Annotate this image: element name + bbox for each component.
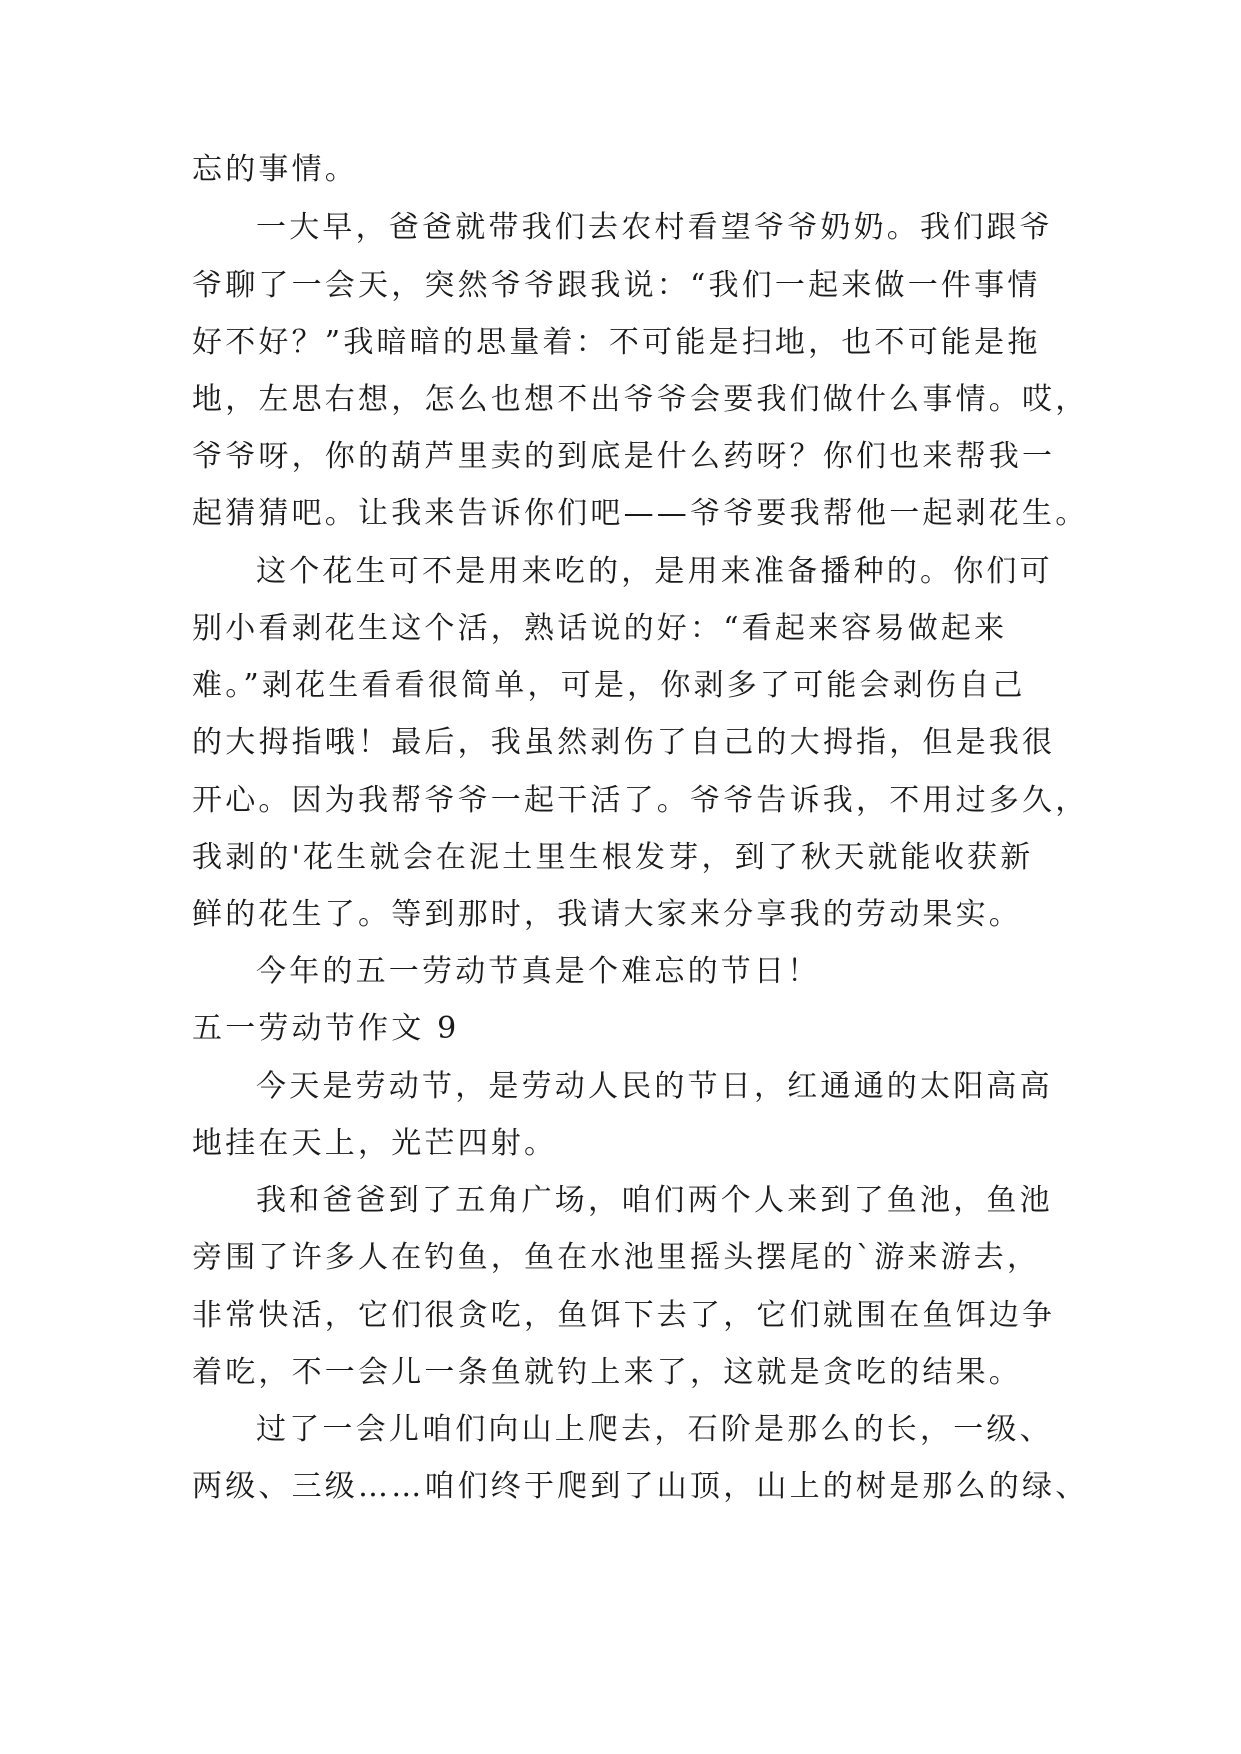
paragraph-start: 我和爸爸到了五角广场，咱们两个人来到了鱼池，鱼池 — [256, 1183, 1053, 1218]
paragraph-start: 今天是劳动节，是劳动人民的节日，红通通的太阳高高 — [256, 1069, 1053, 1104]
text-line: 起猜猜吧。让我来告诉你们吧——爷爷要我帮他一起剥花生。 — [192, 496, 1089, 531]
text-line: 爷聊了一会天，突然爷爷跟我说：“我们一起来做一件事情 — [192, 268, 1041, 303]
text-line: 忘的事情。 — [192, 152, 358, 187]
text-line: 难。”剥花生看看很简单，可是，你剥多了可能会剥伤自己 — [192, 668, 1026, 703]
text-line: 的大拇指哦！最后，我虽然剥伤了自己的大拇指，但是我很 — [192, 725, 1056, 760]
text-line: 鲜的花生了。等到那时，我请大家来分享我的劳动果实。 — [192, 897, 1022, 932]
text-line: 地，左思右想，怎么也想不出爷爷会要我们做什么事情。哎， — [192, 382, 1089, 417]
text-line: 别小看剥花生这个活，熟话说的好：“看起来容易做起来 — [192, 611, 1008, 646]
paragraph-start: 一大早，爸爸就带我们去农村看望爷爷奶奶。我们跟爷 — [256, 210, 1053, 245]
text-line: 我剥的'花生就会在泥土里生根发芽，到了秋天就能收获新 — [192, 840, 1034, 875]
section-heading: 五一劳动节作文 9 — [192, 1011, 460, 1046]
text-line: 两级、三级……咱们终于爬到了山顶，山上的树是那么的绿、 — [192, 1469, 1089, 1504]
paragraph-start: 过了一会儿咱们向山上爬去，石阶是那么的长，一级、 — [256, 1412, 1053, 1447]
text-line: 爷爷呀，你的葫芦里卖的到底是什么药呀？你们也来帮我一 — [192, 439, 1056, 474]
text-line: 着吃，不一会儿一条鱼就钓上来了，这就是贪吃的结果。 — [192, 1355, 1022, 1390]
text-line: 开心。因为我帮爷爷一起干活了。爷爷告诉我，不用过多久， — [192, 783, 1089, 818]
text-line: 非常快活，它们很贪吃，鱼饵下去了，它们就围在鱼饵边争 — [192, 1298, 1056, 1333]
paragraph-start: 今年的五一劳动节真是个难忘的节日！ — [256, 954, 821, 989]
text-line: 地挂在天上，光芒四射。 — [192, 1126, 558, 1161]
text-line: 好不好？”我暗暗的思量着：不可能是扫地，也不可能是拖 — [192, 325, 1041, 360]
paragraph-start: 这个花生可不是用来吃的，是用来准备播种的。你们可 — [256, 554, 1053, 589]
text-line: 旁围了许多人在钓鱼，鱼在水池里摇头摆尾的`游来游去， — [192, 1240, 1041, 1275]
